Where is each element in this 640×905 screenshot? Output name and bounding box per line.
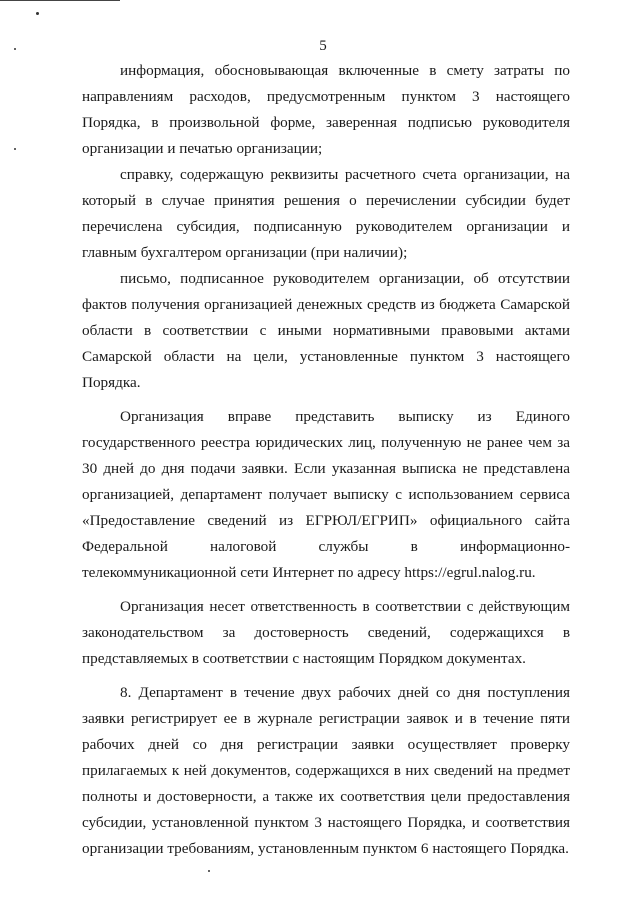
- scan-artifact-dot: [14, 148, 16, 150]
- paragraph-no-funds-letter: письмо, подписанное руководителем организации, об отсутствии фактов получения организацией денежных средств из бюджета Самарской области в соответствии с иными нормативными правовыми актами Самарской области на цели, установленные пунктом 3 настоящего Порядка.: [82, 270, 570, 391]
- paragraph-item-8: 8. Департамент в течение двух рабочих дней со дня поступления заявки регистрирует ее в журнале регистрации заявок и в течение пяти рабочих дней со дня регистрации заявки осуществляет проверку прилагаемых к ней документов, содержащихся в них сведений на предмет полноты и достоверности, а также их соответствия цели предоставления субсидии, установленной пунктом 3 настоящего Порядка, и соответствия организации требованиям, установленным пунктом 6 настоящего Порядка.: [82, 684, 570, 857]
- page-number: 5: [319, 38, 327, 54]
- document-body: [82, 58, 570, 862]
- paragraph-egrul-extract: Организация вправе представить выписку из Единого государственного реестра юридических лиц, полученную не ранее чем за 30 дней до дня подачи заявки. Если указанная выписка не представлена организацией, департамент получает выписку с использованием сервиса «Предоставление сведений из ЕГРЮЛ/ЕГРИП» официального сайта Федеральной налоговой службы в информационно-телекоммуникационной сети Интернет по адресу https://egrul.nalog.ru.: [82, 408, 570, 581]
- scan-artifact-dot: [36, 12, 39, 15]
- scan-artifact-dot: [208, 870, 210, 872]
- paragraph-cost-justification: информация, обосновывающая включенные в смету затраты по направлениям расходов, предусмотренным пунктом 3 настоящего Порядка, в произвольной форме, заверенная подписью руководителя организации и печатью организации;: [82, 62, 570, 157]
- paragraph-responsibility: Организация несет ответственность в соответствии с действующим законодательством за достоверность сведений, содержащихся в представляемых в соответствии с настоящим Порядком документах.: [82, 598, 570, 667]
- scan-artifact-line: [0, 0, 120, 1]
- paragraph-bank-details: справку, содержащую реквизиты расчетного счета организации, на который в случае принятия решения о перечислении субсидии будет перечислена субсидия, подписанную руководителем организации и главным бухгалтером организации (при наличии);: [82, 166, 570, 261]
